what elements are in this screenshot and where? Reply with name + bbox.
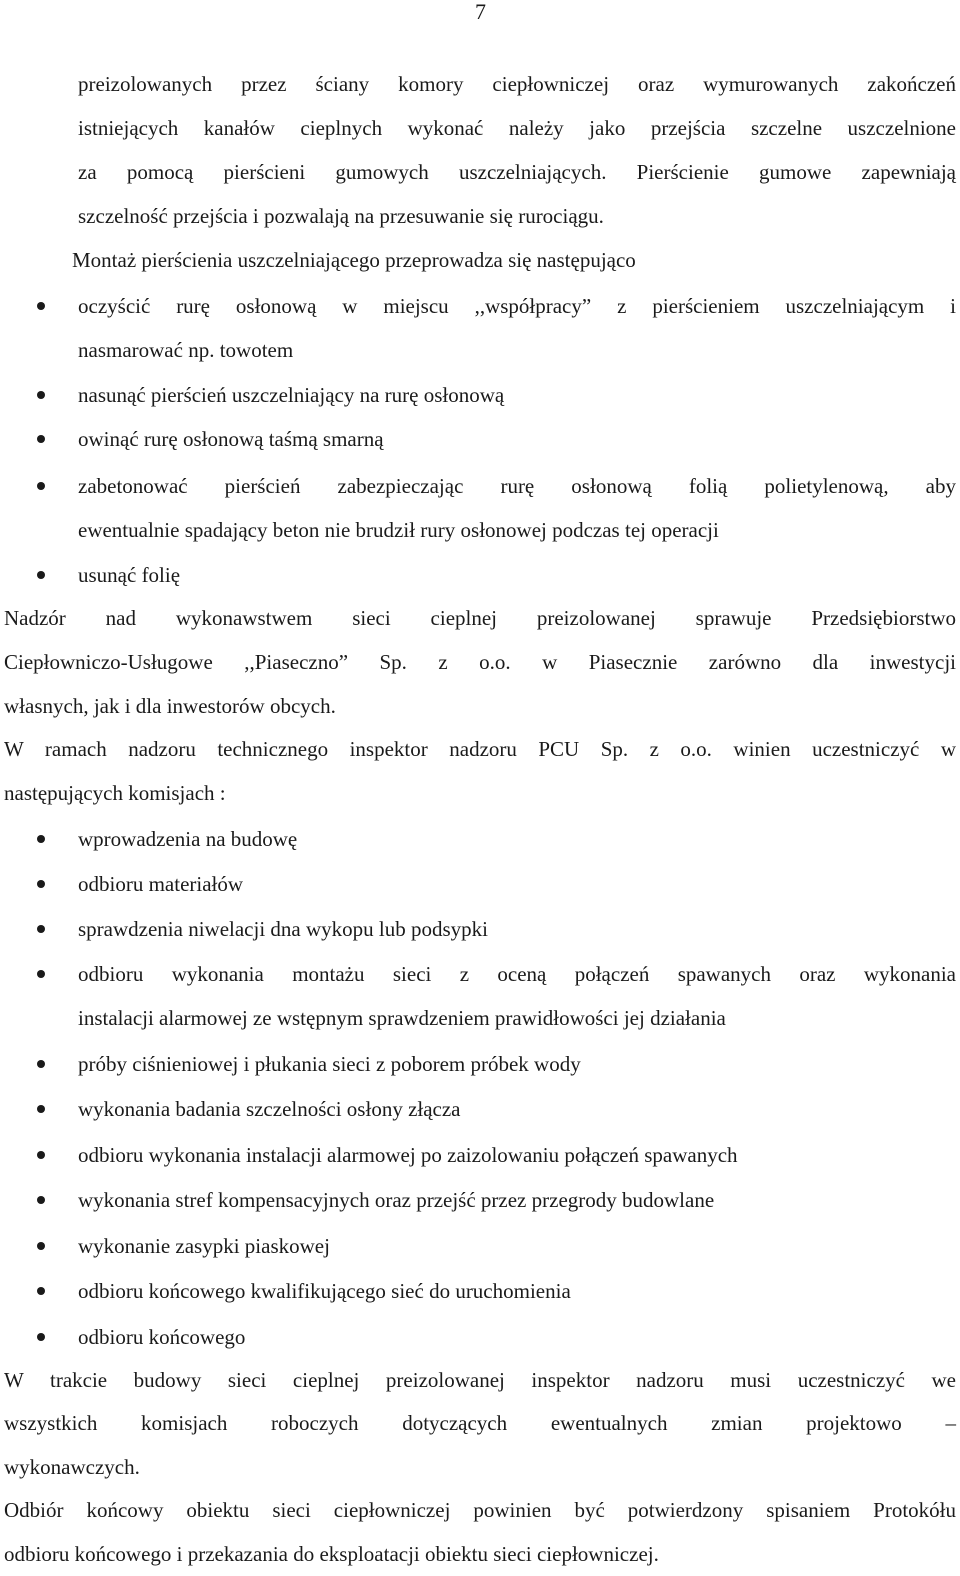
trakcie-line-1: W trakcie budowy sieci cieplnej preizolowanej inspektor nadzoru musi uczestniczyć we — [4, 1368, 956, 1392]
montaz-step-4-line-2: ewentualnie spadający beton nie brudził rury osłonowej podczas tej operacji — [78, 518, 719, 542]
komisja-7: odbioru wykonania instalacji alarmowej po zaizolowaniu połączeń spawanych — [78, 1143, 738, 1167]
nadzor-line-3: własnych, jak i dla inwestorów obcych. — [4, 694, 336, 718]
intro-line-4: szczelność przejścia i pozwalają na przesuwanie się rurociągu. — [78, 204, 604, 228]
odbior-line-2: odbioru końcowego i przekazania do eksploatacji obiektu sieci ciepłowniczej. — [4, 1542, 659, 1566]
bullet-icon — [37, 571, 45, 579]
komisja-4-line-1: odbioru wykonania montażu sieci z oceną połączeń spawanych oraz wykonania — [78, 962, 956, 986]
bullet-icon — [37, 1333, 45, 1341]
komisja-3: sprawdzenia niwelacji dna wykopu lub podsypki — [78, 917, 488, 941]
montaz-step-5: usunąć folię — [78, 563, 181, 587]
intro-line-2: istniejących kanałów cieplnych wykonać należy jako przejścia szczelne uszczelnione — [78, 116, 956, 140]
bullet-icon — [37, 880, 45, 888]
trakcie-line-3: wykonawczych. — [4, 1455, 140, 1479]
nadzor-line-5: następujących komisjach : — [4, 781, 226, 805]
montaz-step-1-line-1: oczyścić rurę osłonową w miejscu ,,współpracy” z pierścieniem uszczelniającym i — [78, 294, 956, 318]
bullet-icon — [37, 835, 45, 843]
bullet-icon — [37, 1242, 45, 1250]
odbior-line-1: Odbiór końcowy obiektu sieci ciepłowniczej powinien być potwierdzony spisaniem Protokółu — [4, 1498, 956, 1522]
bullet-icon — [37, 1287, 45, 1295]
nadzor-line-4: W ramach nadzoru technicznego inspektor nadzoru PCU Sp. z o.o. winien uczestniczyć w — [4, 737, 956, 761]
trakcie-line-2: wszystkich komisjach roboczych dotyczących ewentualnych zmian projektowo – — [4, 1411, 956, 1435]
bullet-icon — [37, 970, 45, 978]
bullet-icon — [37, 482, 45, 490]
bullet-icon — [37, 1151, 45, 1159]
montaz-step-1-line-2: nasmarować np. towotem — [78, 338, 294, 362]
nadzor-line-1: Nadzór nad wykonawstwem sieci cieplnej preizolowanej sprawuje Przedsiębiorstwo — [4, 606, 956, 630]
bullet-icon — [37, 391, 45, 399]
bullet-icon — [37, 1060, 45, 1068]
nadzor-line-2: Ciepłowniczo-Usługowe ,,Piaseczno” Sp. z o.o. w Piasecznie zarówno dla inwestycji — [4, 650, 956, 674]
intro-line-3: za pomocą pierścieni gumowych uszczelniających. Pierścienie gumowe zapewniają — [78, 160, 956, 184]
komisja-8: wykonania stref kompensacyjnych oraz przejść przez przegrody budowlane — [78, 1188, 715, 1212]
komisja-6: wykonania badania szczelności osłony złącza — [78, 1097, 461, 1121]
komisja-11: odbioru końcowego — [78, 1325, 246, 1349]
bullet-icon — [37, 435, 45, 443]
montaz-step-4-line-1: zabetonować pierścień zabezpieczając rurę osłonową folią polietylenową, aby — [78, 474, 956, 498]
komisja-2: odbioru materiałów — [78, 872, 244, 896]
bullet-icon — [37, 1196, 45, 1204]
bullet-icon — [37, 1105, 45, 1113]
komisja-1: wprowadzenia na budowę — [78, 827, 298, 851]
montaz-step-3: owinąć rurę osłonową taśmą smarną — [78, 427, 384, 451]
intro-line-1: preizolowanych przez ściany komory ciepłowniczej oraz wymurowanych zakończeń — [78, 72, 956, 96]
page-number: 7 — [475, 0, 486, 24]
montaz-heading: Montaż pierścienia uszczelniającego przeprowadza się następująco — [72, 248, 636, 272]
komisja-5: próby ciśnieniowej i płukania sieci z poborem próbek wody — [78, 1052, 581, 1076]
montaz-step-2: nasunąć pierścień uszczelniający na rurę osłonową — [78, 383, 505, 407]
bullet-icon — [37, 925, 45, 933]
komisja-4-line-2: instalacji alarmowej ze wstępnym sprawdzeniem prawidłowości jej działania — [78, 1006, 726, 1030]
komisja-10: odbioru końcowego kwalifikującego sieć do uruchomienia — [78, 1279, 571, 1303]
komisja-9: wykonanie zasypki piaskowej — [78, 1234, 330, 1258]
bullet-icon — [37, 302, 45, 310]
